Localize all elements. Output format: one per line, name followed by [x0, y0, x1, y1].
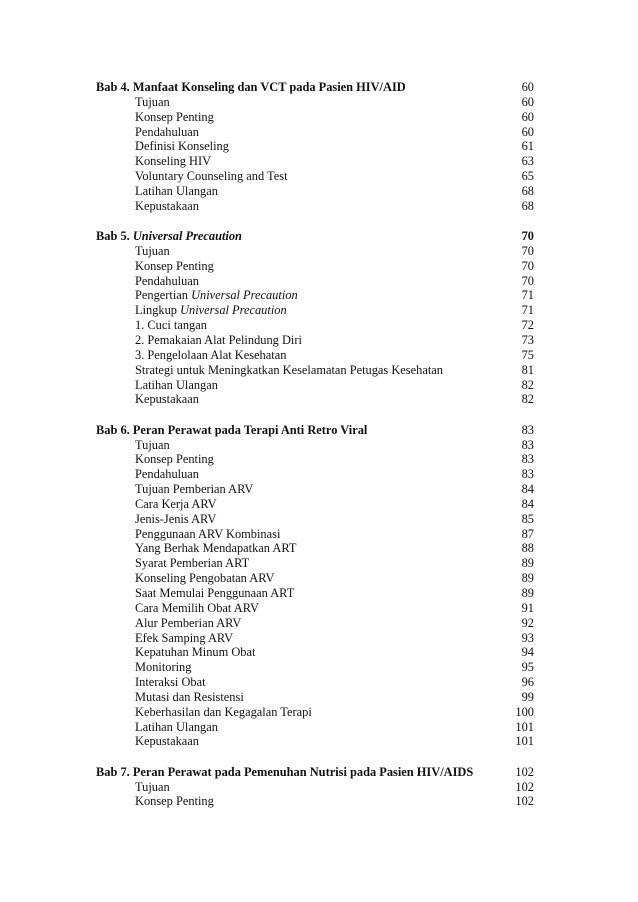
toc-entry-row	[96, 586, 534, 601]
toc-entry-row	[96, 348, 534, 363]
entry-title: Latihan Ulangan	[135, 183, 218, 198]
page-number: 102	[515, 779, 534, 794]
chapter-number: Bab 5.	[96, 229, 133, 244]
toc-entry-row	[96, 154, 534, 169]
toc-entry-row	[96, 497, 534, 512]
entry-title: 2. Pemakaian Alat Pelindung Diri	[135, 333, 302, 347]
toc-entry-row	[96, 631, 534, 646]
entry-title: Alur Pemberian ARV	[135, 615, 242, 630]
toc-entry-row	[96, 660, 534, 675]
page-number: 83	[521, 422, 534, 437]
page-number: 82	[521, 377, 534, 392]
toc-entry-row	[96, 452, 534, 467]
entry-title: Kepustakaan	[135, 198, 199, 213]
toc-entry-row	[96, 512, 534, 527]
entry-title: Konsep Penting	[135, 258, 214, 273]
chapter-title: Bab 4. Manfaat Konseling dan VCT pada Pasien HIV/AID	[96, 80, 406, 94]
page-number: 68	[521, 198, 534, 213]
page-number: 84	[521, 482, 534, 497]
entry-title: Cara Memilih Obat ARV	[135, 600, 259, 615]
page-number: 60	[521, 124, 534, 139]
page-number: 94	[521, 645, 534, 660]
page-number: 100	[515, 704, 534, 719]
page-number: 73	[521, 333, 534, 347]
toc-entry-row	[96, 333, 534, 348]
toc-entry-row	[96, 720, 534, 735]
entry-title: Saat Memulai Penggunaan ART	[135, 586, 295, 600]
toc-entry-row	[96, 705, 534, 720]
toc-chapter-row	[96, 80, 534, 95]
page-number: 70	[521, 243, 534, 258]
entry-title: Tujuan	[135, 94, 170, 109]
page-number: 65	[521, 169, 534, 184]
toc-entry-row	[96, 125, 534, 140]
entry-title	[135, 288, 298, 303]
page-number: 102	[515, 794, 534, 809]
page-number: 89	[521, 586, 534, 600]
toc-entry-row	[96, 556, 534, 571]
entry-title: Cara Kerja ARV	[135, 496, 217, 511]
page-number: 71	[521, 303, 534, 318]
toc-entry-row	[96, 363, 534, 378]
toc-entry-row	[96, 482, 534, 497]
toc-entry-row	[96, 616, 534, 631]
page-number: 83	[521, 452, 534, 467]
page-number: 60	[521, 109, 534, 124]
entry-title: Yang Berhak Mendapatkan ART	[135, 541, 297, 556]
toc-entry-row	[96, 244, 534, 259]
page-number: 75	[521, 347, 534, 362]
toc-entry-row	[96, 794, 534, 809]
page-number: 96	[521, 675, 534, 690]
page-number: 83	[521, 437, 534, 452]
toc-entry-row	[96, 675, 534, 690]
entry-title: Definisi Konseling	[135, 139, 229, 154]
entry-title: Konsep Penting	[135, 452, 214, 467]
entry-title: Pendahuluan	[135, 124, 200, 139]
entry-title-prefix: Lingkup	[135, 303, 181, 318]
entry-title: Monitoring	[135, 660, 192, 675]
toc-entry-row	[96, 601, 534, 616]
page-number: 92	[521, 615, 534, 630]
toc-entry-row	[96, 780, 534, 795]
page-number: 70	[521, 273, 534, 288]
toc-entry-row	[96, 110, 534, 125]
toc-entry-row	[96, 95, 534, 110]
chapter-title: Bab 7. Peran Perawat pada Pemenuhan Nutrisi pada Pasien HIV/AIDS	[96, 764, 474, 779]
entry-title: Kepustakaan	[135, 734, 199, 749]
toc-chapter-row	[96, 765, 534, 780]
page-number: 83	[521, 467, 534, 482]
entry-title: Tujuan	[135, 779, 170, 794]
entry-title: Strategi untuk Meningkatkan Keselamatan Petugas Kesehatan	[135, 362, 443, 377]
toc-entry-row	[96, 571, 534, 586]
toc-entry-row	[96, 645, 534, 660]
chapter-title: Bab 6. Peran Perawat pada Terapi Anti Retro Viral	[96, 422, 368, 437]
entry-title: Syarat Pemberian ART	[135, 556, 250, 571]
toc-entry-row	[96, 378, 534, 393]
page-number: 71	[521, 288, 534, 303]
entry-title: Pendahuluan	[135, 273, 200, 288]
entry-title: Kepatuhan Minum Obat	[135, 645, 256, 660]
page-number: 60	[521, 80, 534, 94]
page-number: 101	[515, 719, 534, 734]
toc-entry-row	[96, 438, 534, 453]
toc-chapter-row	[96, 229, 534, 244]
page-number: 91	[521, 600, 534, 615]
toc-entry-row	[96, 259, 534, 274]
toc-chapter-row	[96, 423, 534, 438]
entry-title: Voluntary Counseling and Test	[135, 169, 288, 184]
entry-title: Tujuan Pemberian ARV	[135, 482, 254, 497]
toc-entry-row	[96, 303, 534, 318]
page-number: 93	[521, 630, 534, 645]
toc-entry-row	[96, 184, 534, 199]
page-number: 87	[521, 526, 534, 541]
chapter-title	[96, 229, 242, 244]
italic-term: Universal Precaution	[180, 303, 287, 318]
entry-title: Jenis-Jenis ARV	[135, 511, 217, 526]
toc-entry-row	[96, 288, 534, 303]
page-number: 70	[521, 258, 534, 273]
page-number: 82	[521, 392, 534, 407]
page-number: 99	[521, 689, 534, 704]
entry-title: 1. Cuci tangan	[135, 318, 207, 333]
page-number: 61	[521, 139, 534, 154]
entry-title: 3. Pengelolaan Alat Kesehatan	[135, 347, 287, 362]
entry-title: Penggunaan ARV Kombinasi	[135, 526, 281, 541]
toc-entry-row	[96, 169, 534, 184]
page-number: 89	[521, 571, 534, 586]
entry-title: Konsep Penting	[135, 794, 214, 809]
page-number: 95	[521, 660, 534, 675]
entry-title: Keberhasilan dan Kegagalan Terapi	[135, 704, 312, 719]
page-number: 85	[521, 511, 534, 526]
toc-entry-row	[96, 541, 534, 556]
italic-term: Universal Precaution	[132, 229, 242, 244]
page-number: 101	[515, 734, 534, 749]
page-number: 81	[521, 362, 534, 377]
entry-title: Konseling HIV	[135, 154, 212, 169]
entry-title	[135, 303, 287, 318]
entry-title: Latihan Ulangan	[135, 377, 218, 392]
page-number: 72	[521, 318, 534, 333]
toc-entry-row	[96, 274, 534, 289]
entry-title: Pendahuluan	[135, 467, 200, 482]
page-number: 70	[521, 229, 534, 244]
toc-entry-row	[96, 734, 534, 749]
page-number: 68	[521, 183, 534, 198]
page-number: 84	[521, 496, 534, 511]
page-number: 63	[521, 154, 534, 169]
entry-title: Tujuan	[135, 243, 170, 258]
toc-entry-row	[96, 527, 534, 542]
entry-title: Konsep Penting	[135, 109, 214, 124]
page-number: 88	[521, 541, 534, 556]
entry-title: Kepustakaan	[135, 392, 199, 407]
italic-term: Universal Precaution	[191, 288, 298, 303]
page-number: 60	[521, 94, 534, 109]
page-number: 89	[521, 556, 534, 571]
entry-title-prefix: Pengertian	[135, 288, 192, 303]
toc-entry-row	[96, 392, 534, 407]
toc-entry-row	[96, 318, 534, 333]
toc-entry-row	[96, 690, 534, 705]
entry-title: Interaksi Obat	[135, 675, 206, 690]
page-number: 102	[515, 764, 534, 779]
toc-entry-row	[96, 467, 534, 482]
entry-title: Efek Samping ARV	[135, 630, 234, 645]
toc-entry-row	[96, 139, 534, 154]
entry-title: Mutasi dan Resistensi	[135, 689, 244, 704]
table-of-contents	[96, 80, 534, 809]
toc-entry-row	[96, 199, 534, 214]
entry-title: Latihan Ulangan	[135, 719, 218, 734]
entry-title: Tujuan	[135, 437, 170, 452]
entry-title: Konseling Pengobatan ARV	[135, 571, 275, 586]
